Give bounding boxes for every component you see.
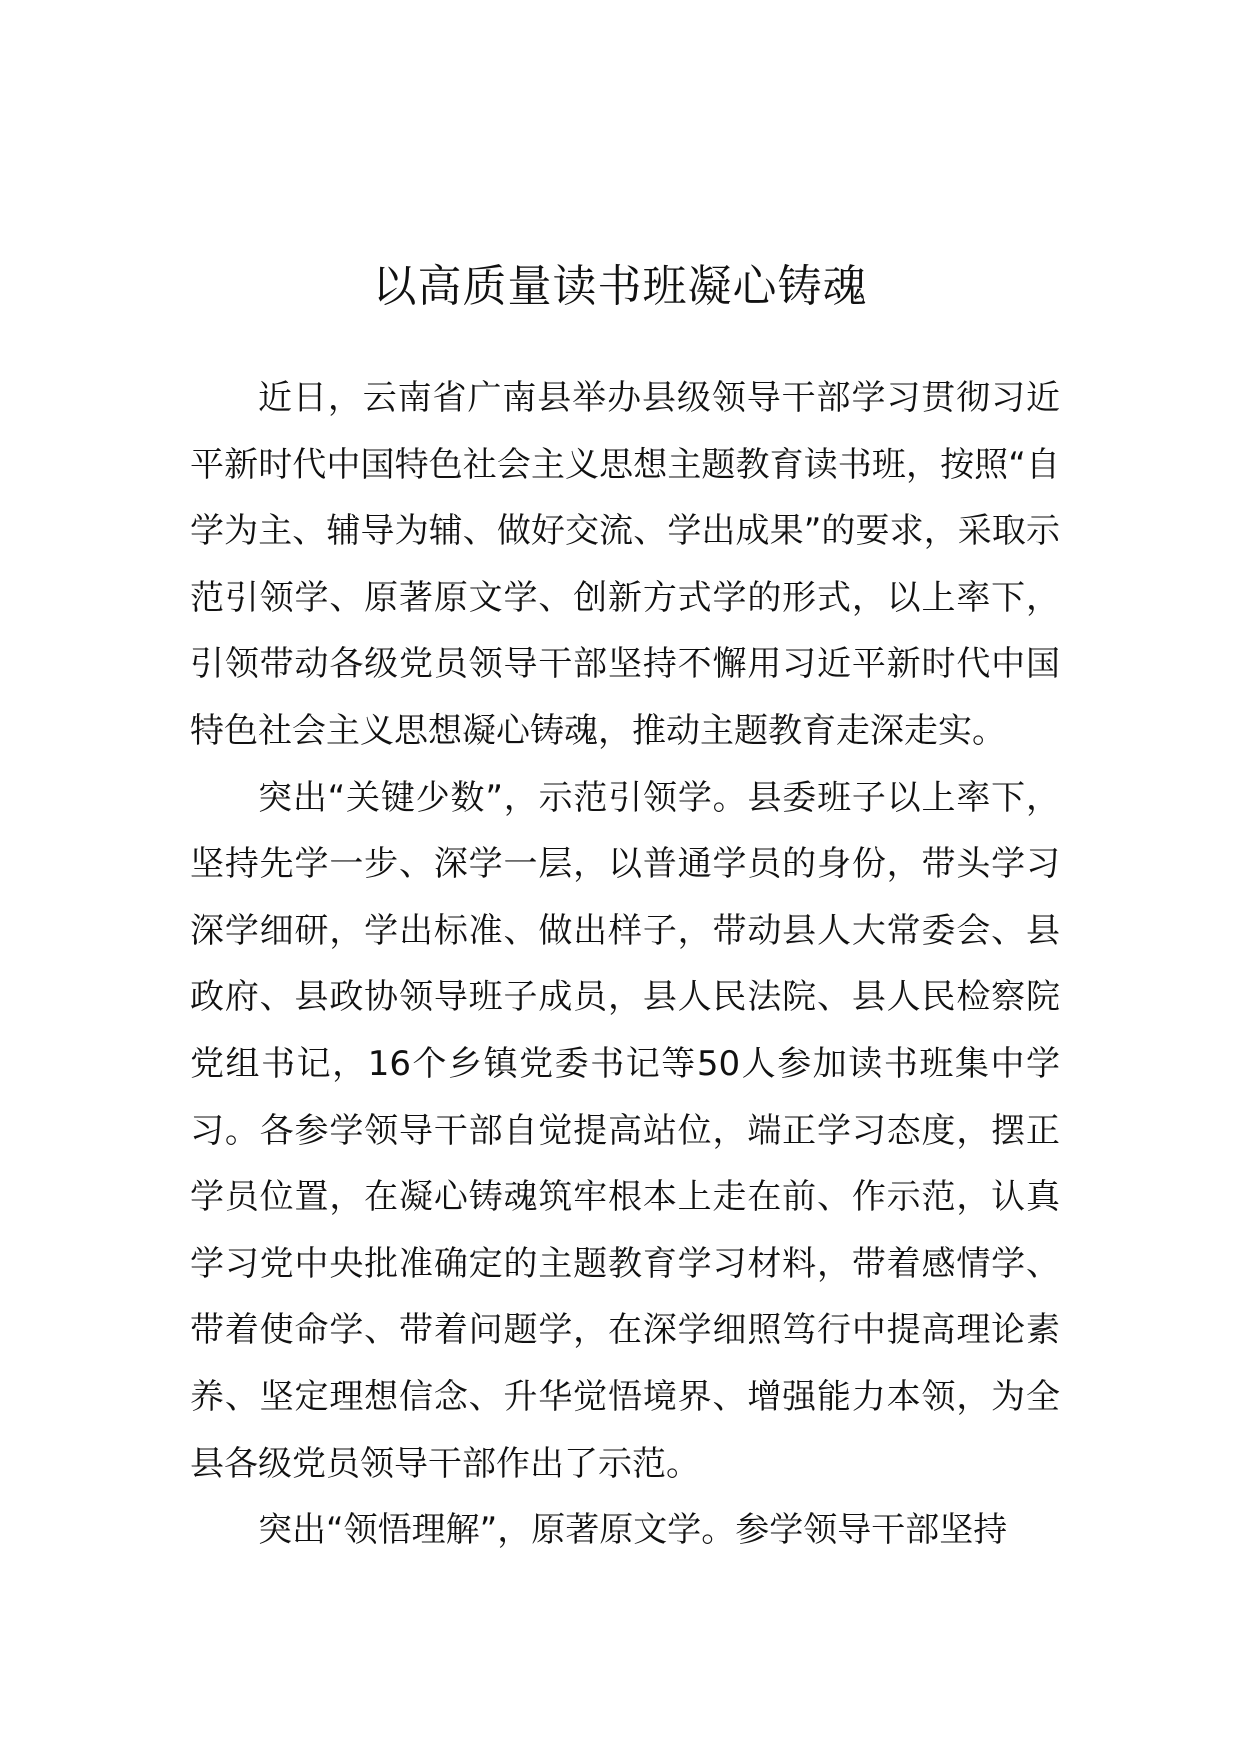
- document-body: [190, 365, 1060, 1564]
- paragraph-key-minority: 突出“关键少数”，示范引领学。县委班子以上率下，坚持先学一步、深学一层，以普通学员的身份，带头学习深学细研，学出标准、做出样子，带动县人大常委会、县政府、县政协领导班子成员，县人民法院、县人民检察院党组书记，16个乡镇党委书记等50人参加读书班集中学习。各参学领导干部自觉提高站位，端正学习态度，摆正学员位置，在凝心铸魂筑牢根本上走在前、作示范，认真学习党中央批准确定的主题教育学习材料，带着感情学、带着使命学、带着问题学，在深学细照笃行中提高理论素养、坚定理想信念、升华觉悟境界、增强能力本领，为全县各级党员领导干部作出了示范。: [190, 777, 1060, 1484]
- document-title: 以高质量读书班凝心铸魂: [372, 261, 868, 313]
- paragraph-understanding: 突出“领悟理解”，原著原文学。参学领导干部坚持: [258, 1510, 1008, 1551]
- paragraph-intro: 近日，云南省广南县举办县级领导干部学习贯彻习近平新时代中国特色社会主义思想主题教育读书班，按照“自学为主、辅导为辅、做好交流、学出成果”的要求，采取示范引领学、原著原文学、创新方式学的形式，以上率下，引领带动各级党员领导干部坚持不懈用习近平新时代中国特色社会主义思想凝心铸魂，推动主题教育走深走实。: [190, 378, 1060, 751]
